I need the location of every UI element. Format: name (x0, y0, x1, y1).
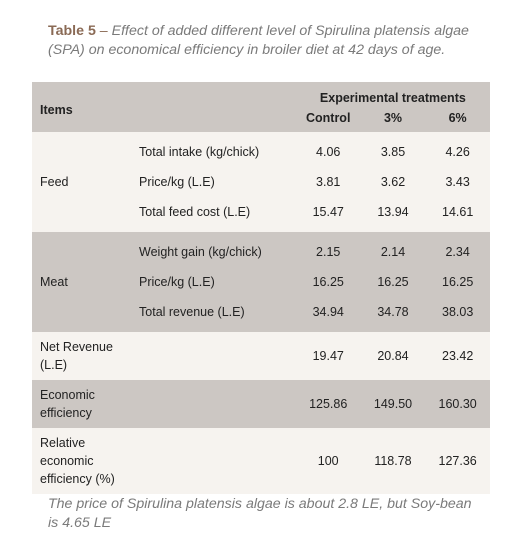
row-label: Total revenue (L.E) (139, 305, 245, 319)
treatments-group-header: Experimental treatments (319, 91, 466, 105)
treatment-header-6pct: 6% (448, 111, 467, 125)
table-row (32, 237, 490, 267)
cell-value: 3.81 (316, 175, 341, 189)
treatment-header-3pct: 3% (383, 111, 403, 125)
table-row (32, 428, 490, 494)
cell-value: 3.62 (380, 175, 406, 189)
cell-value: 34.78 (377, 305, 409, 319)
cell-value: 14.61 (442, 205, 474, 219)
cell-value: 160.30 (438, 397, 477, 411)
table-caption (48, 22, 478, 59)
row-label: Weight gain (kg/chick) (139, 245, 262, 259)
cell-value: 118.78 (374, 454, 412, 468)
cell-value: 19.47 (312, 349, 344, 363)
header-row-1 (32, 82, 490, 108)
cell-value: 34.94 (312, 305, 344, 319)
row-label-economic-efficiency (32, 380, 296, 428)
cell-value: 23.42 (442, 349, 474, 363)
row-label: Total intake (kg/chick) (139, 145, 260, 159)
cell-value: 2.15 (316, 245, 341, 259)
cell-value: 15.47 (312, 205, 344, 219)
cell-value: 149.50 (373, 397, 413, 411)
cell-value: 38.03 (442, 305, 474, 319)
row-label-net-revenue (32, 332, 296, 380)
label-line: Net Revenue (40, 340, 113, 354)
row-label: Price/kg (L.E) (139, 275, 215, 289)
cell-value: 2.34 (445, 245, 470, 259)
row-label: Price/kg (L.E) (139, 175, 215, 189)
cell-value: 2.14 (380, 245, 406, 259)
cell-value: 4.06 (316, 145, 341, 159)
group-label-feed: Feed (40, 175, 69, 189)
cell-value: 125.86 (309, 397, 348, 411)
table-footnote: The price of Spirulina platensis algae is about 2.8 LE, but Soy-bean is 4.65 LE (48, 496, 472, 531)
items-header: Items (40, 103, 73, 117)
cell-value: 100 (317, 454, 339, 468)
row-label: Total feed cost (L.E) (139, 205, 251, 219)
cell-value: 3.43 (445, 175, 470, 189)
cell-value: 4.26 (445, 145, 470, 159)
label-line: Economic (40, 388, 95, 402)
header-blank (131, 82, 296, 132)
cell-value: 16.25 (377, 275, 409, 289)
cell-value: 16.25 (442, 275, 474, 289)
cell-value: 13.94 (377, 205, 409, 219)
cell-value: 20.84 (377, 349, 409, 363)
cell-value: 16.25 (312, 275, 344, 289)
label-line: efficiency (40, 406, 92, 420)
cell-value: 3.85 (380, 145, 406, 159)
label-line: efficiency (%) (40, 472, 115, 486)
caption-dash: – (95, 23, 112, 39)
caption-text: Effect of added different level of Spirulina platensis algae (SPA) on economical efficiency in broiler diet at 42 days of age. (48, 23, 469, 58)
label-line: (L.E) (40, 358, 68, 372)
economic-efficiency-table (32, 82, 490, 494)
label-line: economic (40, 454, 94, 468)
cell-value: 127.36 (438, 454, 477, 468)
caption-label: Table 5 (48, 23, 96, 39)
label-line: Relative (40, 436, 86, 450)
table-row (32, 332, 490, 380)
group-label-meat: Meat (40, 275, 68, 289)
row-label-relative-economic-efficiency (32, 428, 296, 494)
treatment-header-control: Control (305, 111, 351, 125)
table-row (32, 137, 490, 167)
table-row (32, 380, 490, 428)
